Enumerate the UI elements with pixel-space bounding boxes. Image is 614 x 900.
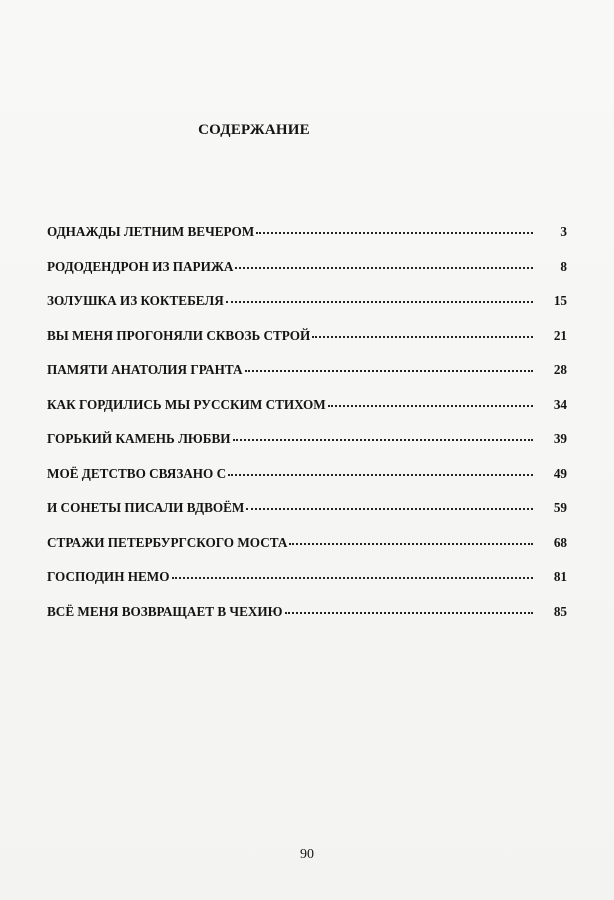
toc-entry-title: ГОРЬКИЙ КАМЕНЬ ЛЮБВИ [47,431,231,446]
toc-entry [47,362,567,397]
toc-entry-page: 34 [553,396,567,412]
toc-leader-dots [172,577,533,579]
toc-entry-page: 81 [553,569,567,584]
page-title: СОДЕРЖАНИЕ [198,122,310,138]
toc-entry-title: СТРАЖИ ПЕТЕРБУРГСКОГО МОСТА [47,534,288,550]
toc-entry-title: ЗОЛУШКА ИЗ КОКТЕБЕЛЯ [47,293,224,308]
toc-entry-page: 68 [553,534,567,550]
toc-entry [47,224,567,259]
toc-entry-title: ВЫ МЕНЯ ПРОГОНЯЛИ СКВОЗЬ СТРОЙ [47,327,311,343]
toc-entry-page: 49 [553,465,567,481]
toc-leader-dots [235,267,533,269]
toc-leader-dots [289,543,533,545]
toc-entry [47,259,567,294]
toc-entry [47,293,567,328]
toc-entry-page: 59 [553,500,567,515]
toc-leader-dots [226,301,533,303]
toc-entry [47,328,567,363]
toc-leader-dots [285,612,533,614]
toc-leader-dots [256,232,533,234]
toc-entry-page: 15 [553,293,567,308]
table-of-contents [47,224,567,638]
toc-entry [47,535,567,570]
toc-entry [47,397,567,432]
toc-leader-dots [312,336,533,338]
toc-entry-title: ГОСПОДИН НЕМО [47,569,170,584]
toc-entry [47,431,567,466]
toc-leader-dots [228,474,533,476]
toc-entry-title: МОЁ ДЕТСТВО СВЯЗАНО С [47,465,227,481]
toc-entry-page: 8 [560,258,567,274]
toc-entry-title: И СОНЕТЫ ПИСАЛИ ВДВОЁМ [47,500,245,515]
toc-entry-page: 85 [553,603,567,619]
toc-leader-dots [245,370,533,372]
toc-entry-page: 21 [553,327,567,343]
toc-entry-title: ПАМЯТИ АНАТОЛИЯ ГРАНТА [47,362,243,377]
toc-entry [47,500,567,535]
toc-entry [47,569,567,604]
toc-leader-dots [233,439,533,441]
toc-entry-title: ВСЁ МЕНЯ ВОЗВРАЩАЕТ В ЧЕХИЮ [47,603,283,619]
toc-entry-page: 3 [560,224,567,239]
toc-leader-dots [328,405,533,407]
toc-entry-page: 28 [553,362,567,377]
toc-entry-title: ОДНАЖДЫ ЛЕТНИМ ВЕЧЕРОМ [47,224,255,239]
page-number: 90 [300,847,314,862]
toc-entry [47,604,567,639]
toc-leader-dots [246,508,533,510]
toc-entry [47,466,567,501]
toc-entry-title: КАК ГОРДИЛИСЬ МЫ РУССКИМ СТИХОМ [47,396,326,412]
toc-entry-page: 39 [553,431,567,446]
toc-entry-title: РОДОДЕНДРОН ИЗ ПАРИЖА [47,258,234,274]
